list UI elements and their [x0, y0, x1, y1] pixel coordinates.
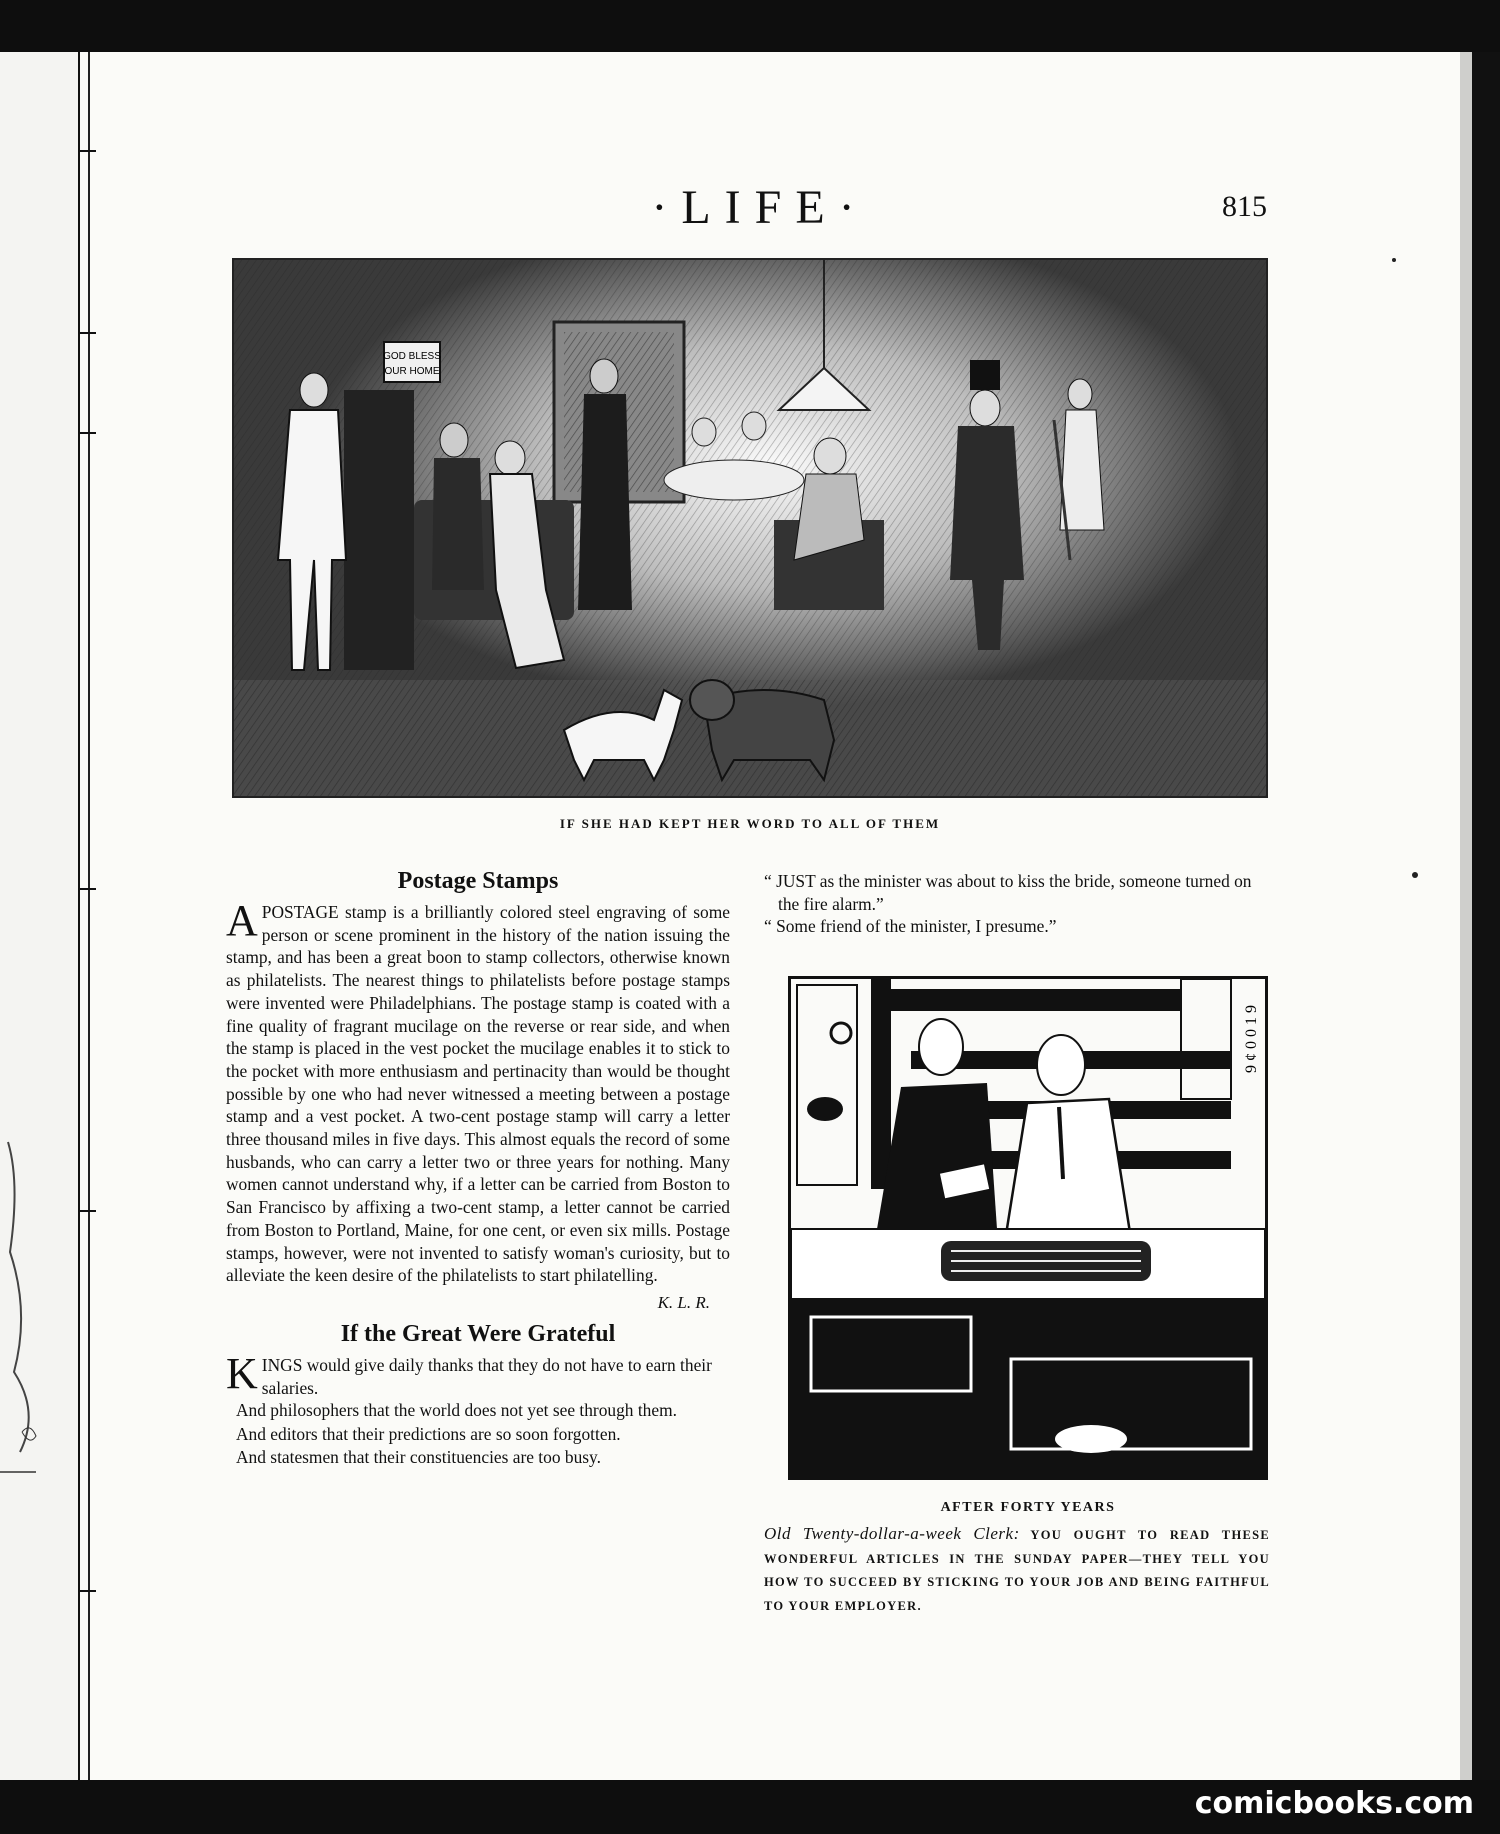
- site-watermark: comicbooks.com: [1194, 1786, 1474, 1821]
- binding-tick: [78, 332, 96, 334]
- caption-speech: YOU OUGHT TO READ THESE WONDERFUL ARTICLES IN THE SUNDAY PAPER—THEY TELL YOU HOW TO SUCCEED BY STICKING TO YOUR JOB AND BEING FAITHFUL TO YOUR EMPLOYER.: [764, 1528, 1270, 1613]
- right-cartoon-title: AFTER FORTY YEARS: [940, 1500, 1116, 1515]
- binding-tick: [78, 1210, 96, 1212]
- great-grateful-text-1: INGS would give daily thanks that they do not have to earn their salaries.: [261, 1354, 712, 1398]
- binding-tick: [78, 432, 96, 434]
- great-grateful-line-2: And philosophers that the world does not yet see through them.: [236, 1400, 677, 1421]
- sign-text-2: OUR HOME: [384, 366, 440, 377]
- clock-digits: 9 ¢ 0 0 1 9: [1243, 1005, 1260, 1073]
- binding-tick: [78, 888, 96, 890]
- joke-line-1: “ JUST as the minister was about to kiss the bride, someone turned on the fire alarm.”: [764, 871, 1252, 914]
- top-cartoon-caption: IF SHE HAD KEPT HER WORD TO ALL OF THEM: [559, 816, 941, 831]
- sign-text-1: GOD BLESS: [383, 351, 441, 362]
- clerks-drawing: [791, 979, 1265, 1477]
- parlor-cartoon: [232, 258, 1268, 798]
- minister-joke: [764, 870, 1270, 938]
- binding-tick: [78, 150, 96, 152]
- parlor-scene-drawing: [234, 260, 1268, 798]
- postage-stamps-dropcap: A: [226, 896, 258, 945]
- masthead: ·LIFE·: [651, 181, 869, 234]
- great-grateful-dropcap: K: [226, 1348, 258, 1398]
- postage-stamps-title: Postage Stamps: [397, 868, 559, 894]
- adjacent-page-sketch: [0, 52, 78, 1780]
- postage-stamps-text: POSTAGE stamp is a brilliantly colored steel engraving of some person or scene prominent in the history of the nation issuing the stamp, and has been a great boon to stamp collectors, otherwise known as philatelists. The nearest things to philatelists before postage stamps were invented were Philadelphians. The postage stamp is coated with a fine quality of fragrant mucilage on the reverse or rear side, and when the stamp is placed in the vest pocket the mucilage enables it to stick to the pocket with more enthusiasm and pertinacity than would be thought possible by one who had never witnessed a meeting between a postage stamp and a vest pocket. A two-cent postage stamp will carry a letter three thousand miles in five days. This almost equals the record of some husbands, who can carry a letter two or three years for nothing. Many women cannot understand why, if a letter can be carried from Boston to San Francisco by affixing a two-cent stamp, a letter cannot be carried from Boston to Portland, Maine, for one cent, or even six mills. Postage stamps, however, were not invented to satisfy woman's curiosity, but to alleviate the keen desire of the philatelists to start philatelling.: [226, 902, 730, 1286]
- adjacent-page-sliver: [0, 52, 78, 1780]
- great-grateful-line-4: And statesmen that their constituencies are too busy.: [236, 1447, 601, 1468]
- clerks-cartoon: [788, 976, 1268, 1480]
- great-grateful-title: If the Great Were Grateful: [340, 1320, 616, 1347]
- stray-mark: [1412, 872, 1418, 878]
- joke-line-2: “ Some friend of the minister, I presume.”: [764, 916, 1057, 937]
- page-right-edge: [1460, 52, 1472, 1780]
- postage-stamps-body: [226, 896, 730, 1287]
- right-cartoon-caption: [764, 1522, 1270, 1618]
- binding-line: [88, 52, 90, 1780]
- great-grateful-line-3: And editors that their predictions are so soon forgotten.: [236, 1423, 621, 1444]
- top-scan-border: [0, 0, 1500, 52]
- postage-stamps-signature: K. L. R.: [657, 1292, 710, 1312]
- left-column: [226, 868, 730, 1470]
- great-grateful-line-1: [226, 1348, 730, 1399]
- page-number: 815: [1222, 190, 1267, 223]
- caption-speaker: Old Twenty-dollar-a-week Clerk:: [764, 1524, 1020, 1543]
- stray-mark: [1392, 258, 1396, 262]
- binding-tick: [78, 1590, 96, 1592]
